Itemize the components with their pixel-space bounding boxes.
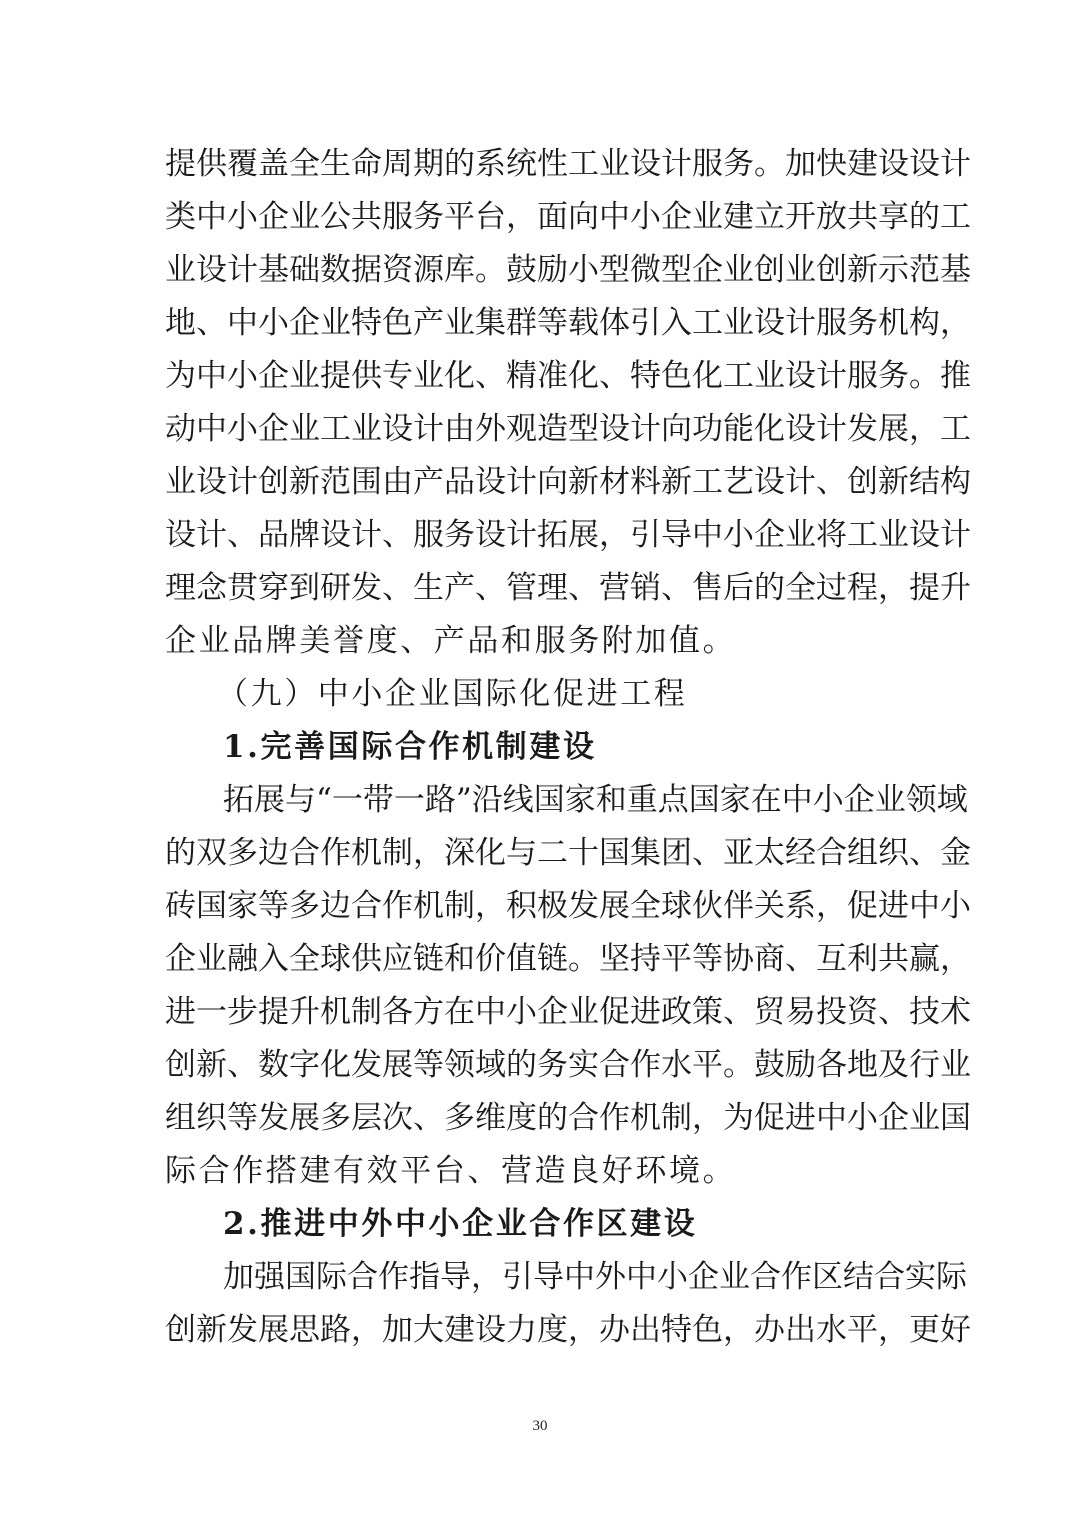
section-heading: （九）中小企业国际化促进工程 xyxy=(217,676,688,712)
page-number: 30 xyxy=(532,1418,548,1434)
subsection-heading: 2.推进中外中小企业合作区建设 xyxy=(223,1206,698,1242)
paragraph-line: 创新、数字化发展等领域的务实合作水平。鼓励各地及行业 xyxy=(165,1047,971,1083)
paragraph-line: 创新发展思路，加大建设力度，办出特色，办出水平，更好 xyxy=(165,1312,971,1348)
paragraph-line: 提供覆盖全生命周期的系统性工业设计服务。加快建设设计 xyxy=(165,146,971,182)
paragraph-line: 地、中小企业特色产业集群等载体引入工业设计服务机构， xyxy=(165,305,971,341)
paragraph-line: 理念贯穿到研发、生产、管理、营销、售后的全过程，提升 xyxy=(165,570,971,606)
paragraph-line: 业设计基础数据资源库。鼓励小型微型企业创业创新示范基 xyxy=(165,252,971,288)
paragraph-line: 企业融入全球供应链和价值链。坚持平等协商、互利共赢， xyxy=(165,941,971,977)
paragraph-line: 设计、品牌设计、服务设计拓展，引导中小企业将工业设计 xyxy=(165,517,971,553)
paragraph-line: 际合作搭建有效平台、营造良好环境。 xyxy=(165,1153,737,1189)
paragraph-line: 进一步提升机制各方在中小企业促进政策、贸易投资、技术 xyxy=(165,994,971,1030)
paragraph-line: 组织等发展多层次、多维度的合作机制，为促进中小企业国 xyxy=(165,1100,971,1136)
paragraph-line: 拓展与“一带一路”沿线国家和重点国家在中小企业领域 xyxy=(223,782,968,818)
paragraph-line: 砖国家等多边合作机制，积极发展全球伙伴关系，促进中小 xyxy=(165,888,971,924)
paragraph-line: 企业品牌美誉度、产品和服务附加值。 xyxy=(165,623,737,659)
paragraph-line: 为中小企业提供专业化、精准化、特色化工业设计服务。推 xyxy=(165,358,971,394)
paragraph-line: 的双多边合作机制，深化与二十国集团、亚太经合组织、金 xyxy=(165,835,971,871)
paragraph-line: 类中小企业公共服务平台，面向中小企业建立开放共享的工 xyxy=(165,199,971,235)
paragraph-line: 加强国际合作指导，引导中外中小企业合作区结合实际 xyxy=(223,1259,967,1295)
subsection-heading: 1.完善国际合作机制建设 xyxy=(223,729,597,765)
paragraph-line: 动中小企业工业设计由外观造型设计向功能化设计发展，工 xyxy=(165,411,971,447)
paragraph-line: 业设计创新范围由产品设计向新材料新工艺设计、创新结构 xyxy=(165,464,971,500)
